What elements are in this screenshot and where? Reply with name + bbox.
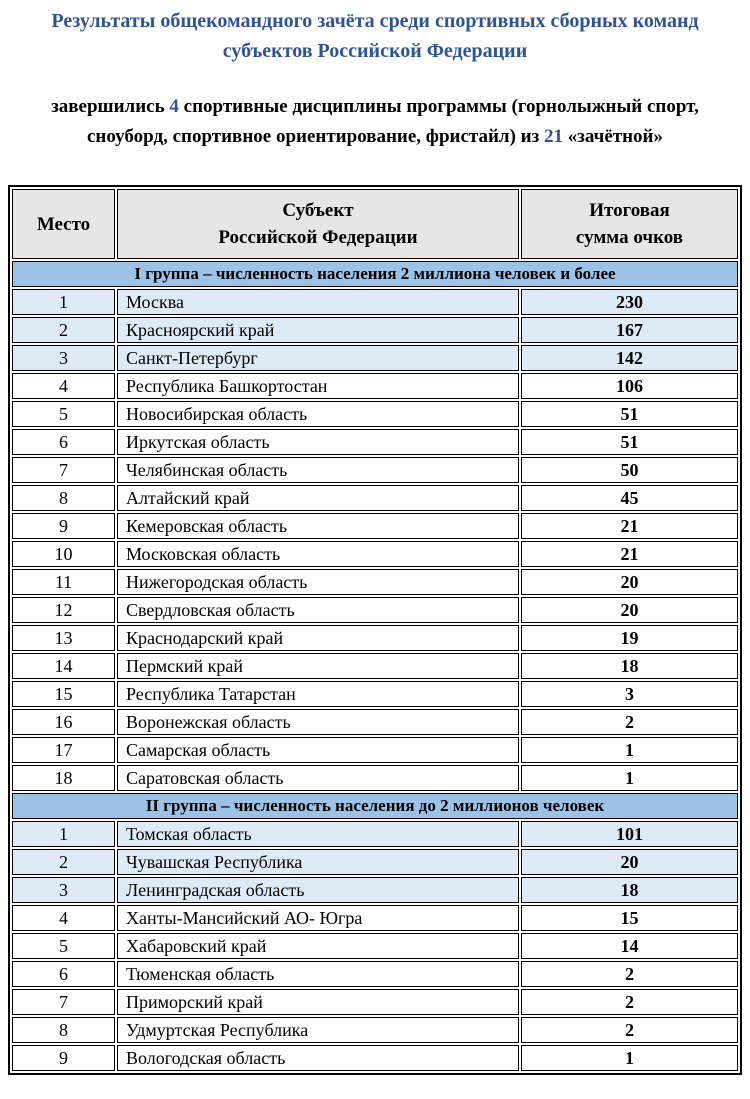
table-row xyxy=(12,541,738,567)
points-cell: 2 xyxy=(521,709,738,735)
subject-cell: Хабаровский край xyxy=(117,933,519,959)
results-table-body xyxy=(12,261,738,1071)
points-cell: 20 xyxy=(521,569,738,595)
subject-cell: Красноярский край xyxy=(117,317,519,343)
subject-cell: Воронежская область xyxy=(117,709,519,735)
col-header-points xyxy=(521,189,738,259)
subject-cell: Самарская область xyxy=(117,737,519,763)
place-cell: 3 xyxy=(12,877,115,903)
table-row xyxy=(12,765,738,791)
subject-cell: Республика Башкортостан xyxy=(117,373,519,399)
points-cell: 3 xyxy=(521,681,738,707)
points-cell: 18 xyxy=(521,653,738,679)
place-cell: 12 xyxy=(12,597,115,623)
points-cell: 20 xyxy=(521,849,738,875)
subject-cell: Ханты-Мансийский АО- Югра xyxy=(117,905,519,931)
place-cell: 15 xyxy=(12,681,115,707)
subject-cell: Санкт-Петербург xyxy=(117,345,519,371)
subject-cell: Приморский край xyxy=(117,989,519,1015)
points-cell: 51 xyxy=(521,429,738,455)
page-title-line2: субъектов Российской Федерации xyxy=(222,40,528,62)
place-cell: 14 xyxy=(12,653,115,679)
group-header-label: I группа – численность населения 2 миллиона человек и более xyxy=(12,261,738,287)
header-row xyxy=(12,189,738,259)
page-subtitle xyxy=(10,92,740,152)
table-row xyxy=(12,653,738,679)
table-row xyxy=(12,905,738,931)
place-cell: 8 xyxy=(12,1017,115,1043)
col-header-points-line2: сумма очков xyxy=(575,227,684,248)
table-row xyxy=(12,1017,738,1043)
points-cell: 167 xyxy=(521,317,738,343)
subject-cell: Ленинградская область xyxy=(117,877,519,903)
place-cell: 8 xyxy=(12,485,115,511)
place-cell: 17 xyxy=(12,737,115,763)
table-row xyxy=(12,1045,738,1071)
table-row xyxy=(12,429,738,455)
results-table xyxy=(8,185,742,1075)
table-row xyxy=(12,933,738,959)
points-cell: 142 xyxy=(521,345,738,371)
subject-cell: Московская область xyxy=(117,541,519,567)
place-cell: 2 xyxy=(12,849,115,875)
table-row xyxy=(12,373,738,399)
group-header-row xyxy=(12,261,738,287)
page-title-line1: Результаты общекомандного зачёта среди спортивных сборных команд xyxy=(51,10,699,32)
points-cell: 101 xyxy=(521,821,738,847)
table-row xyxy=(12,289,738,315)
place-cell: 4 xyxy=(12,373,115,399)
place-cell: 5 xyxy=(12,933,115,959)
points-cell: 20 xyxy=(521,597,738,623)
disciplines-count: 4 xyxy=(169,96,179,117)
subject-cell: Москва xyxy=(117,289,519,315)
place-cell: 5 xyxy=(12,401,115,427)
total-disciplines-count: 21 xyxy=(543,126,563,147)
table-row xyxy=(12,877,738,903)
points-cell: 15 xyxy=(521,905,738,931)
subtitle-text: «зачётной» xyxy=(562,126,663,147)
subject-cell: Саратовская область xyxy=(117,765,519,791)
points-cell: 2 xyxy=(521,1017,738,1043)
subject-cell: Иркутская область xyxy=(117,429,519,455)
group-header-label: II группа – численность населения до 2 миллионов человек xyxy=(12,793,738,819)
points-cell: 18 xyxy=(521,877,738,903)
subject-cell: Томская область xyxy=(117,821,519,847)
table-row xyxy=(12,457,738,483)
subject-cell: Краснодарский край xyxy=(117,625,519,651)
points-cell: 1 xyxy=(521,1045,738,1071)
subtitle-line2 xyxy=(10,122,740,152)
place-cell: 16 xyxy=(12,709,115,735)
subject-cell: Тюменская область xyxy=(117,961,519,987)
points-cell: 2 xyxy=(521,961,738,987)
place-cell: 7 xyxy=(12,989,115,1015)
group-header-row xyxy=(12,793,738,819)
points-cell: 21 xyxy=(521,541,738,567)
table-row xyxy=(12,989,738,1015)
subject-cell: Вологодская область xyxy=(117,1045,519,1071)
points-cell: 21 xyxy=(521,513,738,539)
subject-cell: Кемеровская область xyxy=(117,513,519,539)
subject-cell: Пермский край xyxy=(117,653,519,679)
place-cell: 1 xyxy=(12,821,115,847)
place-cell: 7 xyxy=(12,457,115,483)
col-header-points-line1: Итоговая xyxy=(589,200,670,221)
place-cell: 18 xyxy=(12,765,115,791)
table-row xyxy=(12,681,738,707)
subtitle-line1 xyxy=(10,92,740,122)
table-row xyxy=(12,569,738,595)
table-row xyxy=(12,821,738,847)
place-cell: 6 xyxy=(12,961,115,987)
place-cell: 2 xyxy=(12,317,115,343)
col-header-subject xyxy=(117,189,519,259)
place-cell: 3 xyxy=(12,345,115,371)
place-cell: 9 xyxy=(12,513,115,539)
subtitle-text: завершились xyxy=(51,96,170,117)
points-cell: 19 xyxy=(521,625,738,651)
results-table-head xyxy=(12,189,738,259)
points-cell: 106 xyxy=(521,373,738,399)
table-row xyxy=(12,597,738,623)
place-cell: 9 xyxy=(12,1045,115,1071)
table-row xyxy=(12,345,738,371)
table-row xyxy=(12,961,738,987)
table-row xyxy=(12,513,738,539)
points-cell: 45 xyxy=(521,485,738,511)
subject-cell: Новосибирская область xyxy=(117,401,519,427)
col-header-subject-line2: Российской Федерации xyxy=(218,227,418,248)
points-cell: 50 xyxy=(521,457,738,483)
points-cell: 230 xyxy=(521,289,738,315)
subject-cell: Свердловская область xyxy=(117,597,519,623)
table-row xyxy=(12,737,738,763)
col-header-place: Место xyxy=(12,189,115,259)
place-cell: 6 xyxy=(12,429,115,455)
points-cell: 2 xyxy=(521,989,738,1015)
points-cell: 51 xyxy=(521,401,738,427)
subtitle-text: сноуборд, спортивное ориентирование, фристайл) из xyxy=(87,126,544,147)
table-row xyxy=(12,625,738,651)
table-row xyxy=(12,485,738,511)
place-cell: 11 xyxy=(12,569,115,595)
points-cell: 1 xyxy=(521,765,738,791)
page-title xyxy=(2,6,748,66)
col-header-subject-line1: Субъект xyxy=(282,200,354,221)
place-cell: 4 xyxy=(12,905,115,931)
subject-cell: Алтайский край xyxy=(117,485,519,511)
points-cell: 14 xyxy=(521,933,738,959)
table-row xyxy=(12,317,738,343)
table-row xyxy=(12,401,738,427)
points-cell: 1 xyxy=(521,737,738,763)
subject-cell: Челябинская область xyxy=(117,457,519,483)
table-row xyxy=(12,709,738,735)
subject-cell: Нижегородская область xyxy=(117,569,519,595)
place-cell: 13 xyxy=(12,625,115,651)
subtitle-text: спортивные дисциплины программы (горнолыжный спорт, xyxy=(178,96,699,117)
subject-cell: Удмуртская Республика xyxy=(117,1017,519,1043)
table-row xyxy=(12,849,738,875)
subject-cell: Республика Татарстан xyxy=(117,681,519,707)
subject-cell: Чувашская Республика xyxy=(117,849,519,875)
place-cell: 10 xyxy=(12,541,115,567)
place-cell: 1 xyxy=(12,289,115,315)
